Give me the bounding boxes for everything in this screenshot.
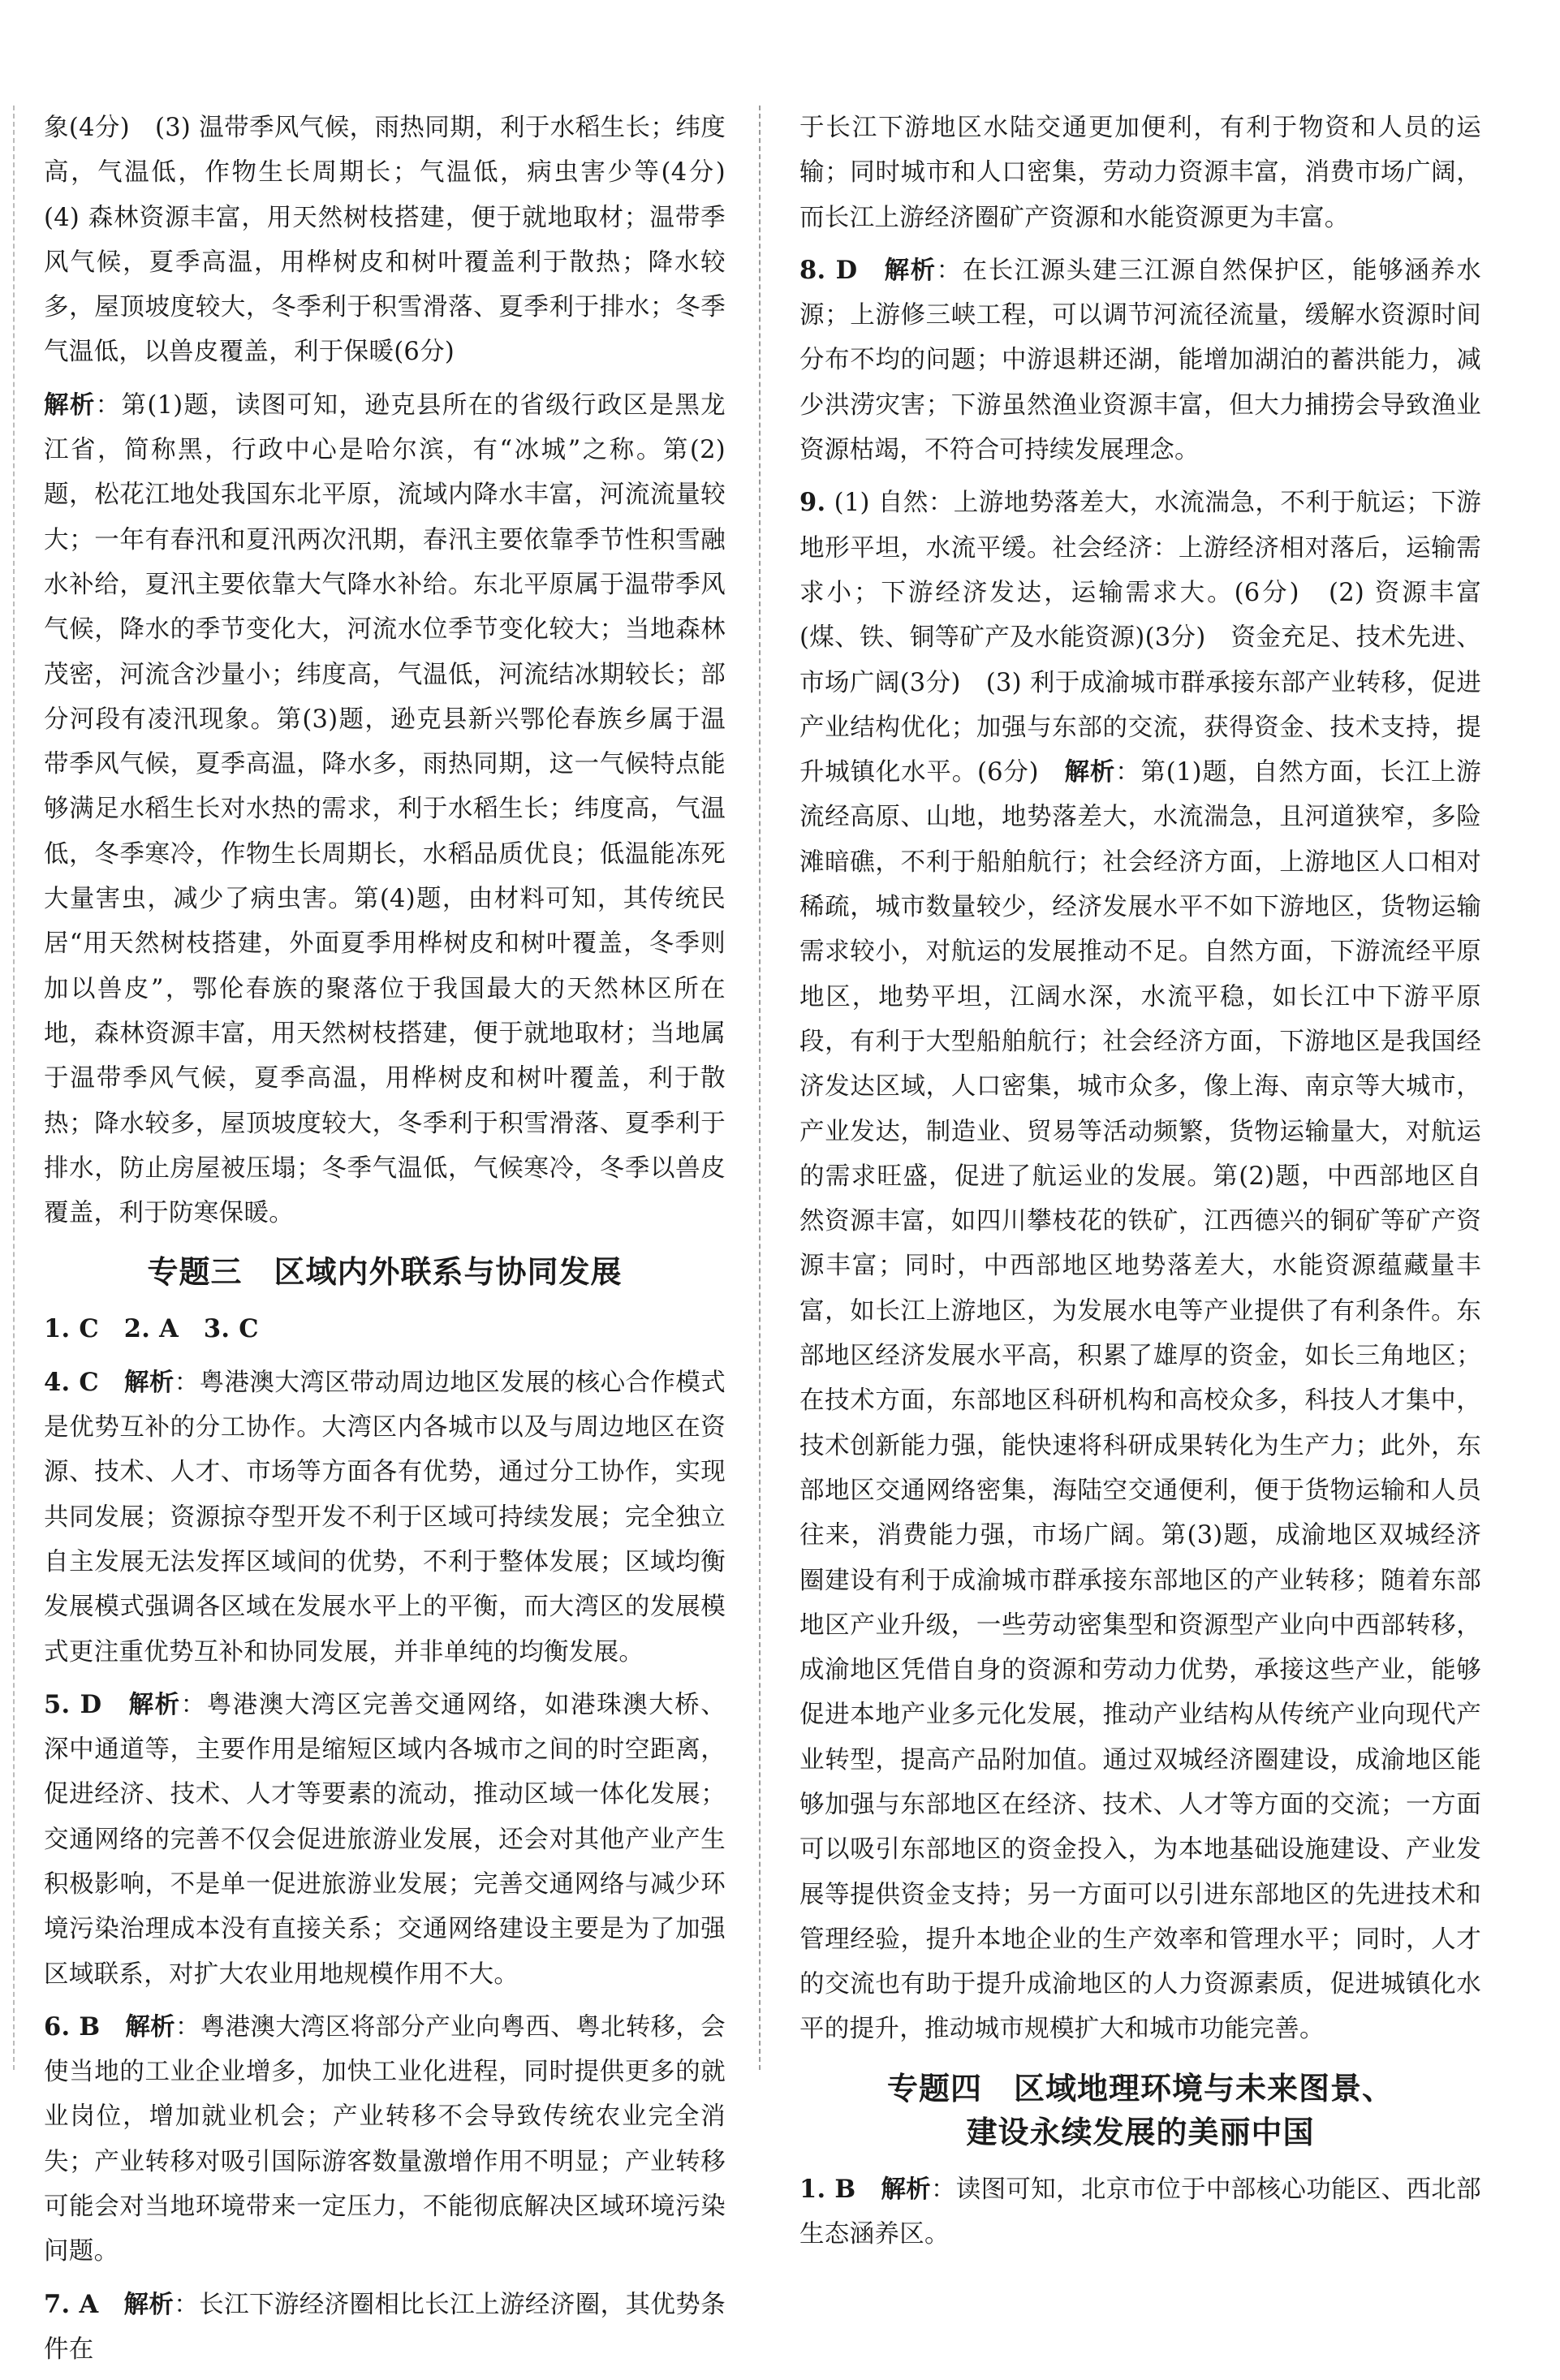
- analysis-label: 解析: [881, 2174, 931, 2204]
- analysis-label: 解析: [44, 390, 96, 420]
- analysis-label: 解析: [123, 2289, 175, 2319]
- analysis-label: 解析: [884, 255, 937, 285]
- question-1: 1. B 解析：读图可知，北京市位于中部核心功能区、西北部生态涵养区。: [799, 2174, 1481, 2249]
- margin-dashed-line: [13, 106, 15, 2070]
- question-5: 5. D 解析：粤港澳大湾区完善交通网络，如港珠澳大桥、深中通道等，主要作用是缩短区域内各城市之间的时空距离，促进经济、技术、人才等要素的流动，推动区域一体化发展；交通网络的完善不仅会促进旅游业发展，还会对其他产业产生积极影响，不是单一促进旅游业发展；完善交通网络与减少环境污染治理成本没有直接关系；交通网络建设主要是为了加强区域联系，对扩大农业用地规模作用不大。: [44, 1689, 726, 1989]
- answers-1-3: 1. C 2. A 3. C: [44, 1314, 259, 1344]
- analysis-label: 解析: [1064, 757, 1116, 787]
- question-4: 4. C 解析：粤港澳大湾区带动周边地区发展的核心合作模式是优势互补的分工协作。大湾区内各城市以及与周边地区在资源、技术、人才、市场等方面各有优势，通过分工协作，实现共同发展；资源掠夺型开发不利于区域可持续发展；完全独立自主发展无法发挥区域间的优势，不利于整体发展；区域均衡发展模式强调各区域在发展水平上的平衡，而大湾区的发展模式更注重优势互补和协同发展，并非单纯的均衡发展。: [44, 1367, 726, 1666]
- question-6: 6. B 解析：粤港澳大湾区将部分产业向粤西、粤北转移，会使当地的工业企业增多，加快工业化进程，同时提供更多的就业岗位，增加就业机会；产业转移不会导致传统农业完全消失；产业转移对吸引国际游客数量激增作用不明显；产业转移可能会对当地环境带来一定压力，不能彻底解决区域环境污染问题。: [44, 2011, 726, 2266]
- question-8: 8. D 解析：在长江源头建三江源自然保护区，能够涵养水源；上游修三峡工程，可以调节河流径流量，缓解水资源时间分布不均的问题；中游退耕还湖，能增加湖泊的蓄洪能力，减少洪涝灾害；下游虽然渔业资源丰富，但大力捕捞会导致渔业资源枯竭，不符合可持续发展理念。: [799, 255, 1481, 465]
- column-divider: [759, 106, 761, 2070]
- question-9: 9. (1) 自然：上游地势落差大，水流湍急，不利于航运；下游地形平坦，水流平缓。社会经济：上游经济相对落后，运输需求小；下游经济发达，运输需求大。(6分) (2) 资源丰富(煤、铁、铜等矿产及水能资源)(3分) 资金充足、技术先进、市场广阔(3分) (3) 利于成渝城市群承接东部产业转移，促进产业结构优化；加强与东部的交流，获得资金、技术支持，提升城镇化水平。(6分) 解析：第(1)题，自然方面，长江上游流经高原、山地，地势落差大，水流湍急，且河道狭窄，多险滩暗礁，不利于船舶航行；社会经济方面，上游地区人口相对稀疏，城市数量较少，经济发展水平不如下游地区，货物运输需求较小，对航运的发展推动不足。自然方面，下游流经平原地区，地势平坦，江阔水深，水流平稳，如长江中下游平原段，有利于大型船舶航行；社会经济方面，下游地区是我国经济发达区域，人口密集，城市众多，像上海、南京等大城市，产业发达，制造业、贸易等活动频繁，货物运输量大，对航运的需求旺盛，促进了航运业的发展。第(2)题，中西部地区自然资源丰富，如四川攀枝花的铁矿，江西德兴的铜矿等矿产资源丰富；同时，中西部地区地势落差大，水能资源蕴藏量丰富，如长江上游地区，为发展水电等产业提供了有利条件。东部地区经济发展水平高，积累了雄厚的资金，如长三角地区；在技术方面，东部地区科研机构和高校众多，科技人才集中，技术创新能力强，能快速将科研成果转化为生产力；此外，东部地区交通网络密集，海陆空交通便利，便于货物运输和人员往来，消费能力强，市场广阔。第(3)题，成渝地区双城经济圈建设有利于成渝城市群承接东部地区的产业转移；随着东部地区产业升级，一些劳动密集型和资源型产业向中西部转移，成渝地区凭借自身的资源和劳动力优势，承接这些产业，能够促进本地产业多元化发展，推动产业结构从传统产业向现代产业转型，提高产品附加值。通过双城经济圈建设，成渝地区能够加强与东部地区在经济、技术、人才等方面的交流；一方面可以吸引东部地区的资金投入，为本地基础设施建设、产业发展等提供资金支持；另一方面可以引进东部地区的先进技术和管理经验，提升本地企业的生产效率和管理水平；同时，人才的交流也有助于提升成渝地区的人力资源素质，促进城镇化水平的提升，推动城市规模扩大和城市功能完善。: [799, 488, 1481, 2044]
- answer-paragraph: 象(4分) (3) 温带季风气候，雨热同期，利于水稻生长；纬度高，气温低，作物生长周期长；气温低，病虫害少等(4分) (4) 森林资源丰富，用天然树枝搭建，便于就地取材；温带季风气候，夏季高温，用桦树皮和树叶覆盖利于散热；降水较多，屋顶坡度较大，冬季利于积雪滑落、夏季利于排水；冬季气温低，以兽皮覆盖，利于保暖(6分): [44, 114, 751, 367]
- section-heading-3: 专题三 区域内外联系与协同发展: [147, 1254, 623, 1291]
- analysis-paragraph: 解析：第(1)题，读图可知，逊克县所在的省级行政区是黑龙江省，简称黑，行政中心是哈尔滨，有“冰城”之称。第(2)题，松花江地处我国东北平原，流域内降水丰富，河流流量较大；一年有春汛和夏汛两次汛期，春汛主要依靠季节性积雪融水补给，夏汛主要依靠大气降水补给。东北平原属于温带季风气候，降水的季节变化大，河流水位季节变化较大；当地森林茂密，河流含沙量小；纬度高，气温低，河流结冰期较长；部分河段有凌汛现象。第(3)题，逊克县新兴鄂伦春族乡属于温带季风气候，夏季高温，降水多，雨热同期，这一气候特点能够满足水稻生长对水热的需求，利于水稻生长；纬度高，气温低，冬季寒冷，作物生长周期长，水稻品质优良；低温能冻死大量害虫，减少了病虫害。第(4)题，由材料可知，其传统民居“用天然树枝搭建，外面夏季用桦树皮和树叶覆盖，冬季则加以兽皮”，鄂伦春族的聚落位于我国最大的天然林区所在地，森林资源丰富，用天然树枝搭建，便于就地取材；当地属于温带季风气候，夏季高温，用桦树皮和树叶覆盖，利于散热；降水较多，屋顶坡度较大，冬季利于积雪滑落、夏季利于排水，防止房屋被压塌；冬季气温低，气候寒冷，冬季以兽皮覆盖，利于防寒保暖。: [44, 390, 726, 1228]
- left-column: [44, 106, 751, 2380]
- right-column: [799, 106, 1481, 2265]
- question-7: 7. A 解析：长江下游经济圈相比长江上游经济圈，其优势条件在: [44, 2289, 726, 2364]
- analysis-label: 解析: [128, 1689, 181, 1719]
- section-heading-4: 专题四 区域地理环境与未来图景、 建设永续发展的美丽中国: [886, 2070, 1394, 2150]
- analysis-label: 解析: [123, 1367, 175, 1397]
- analysis-label: 解析: [125, 2011, 175, 2042]
- question-7-continued: 于长江下游地区水陆交通更加便利，有利于物资和人员的运输；同时城市和人口密集，劳动力资源丰富，消费市场广阔，而长江上游经济圈矿产资源和水能资源更为丰富。: [799, 114, 1481, 232]
